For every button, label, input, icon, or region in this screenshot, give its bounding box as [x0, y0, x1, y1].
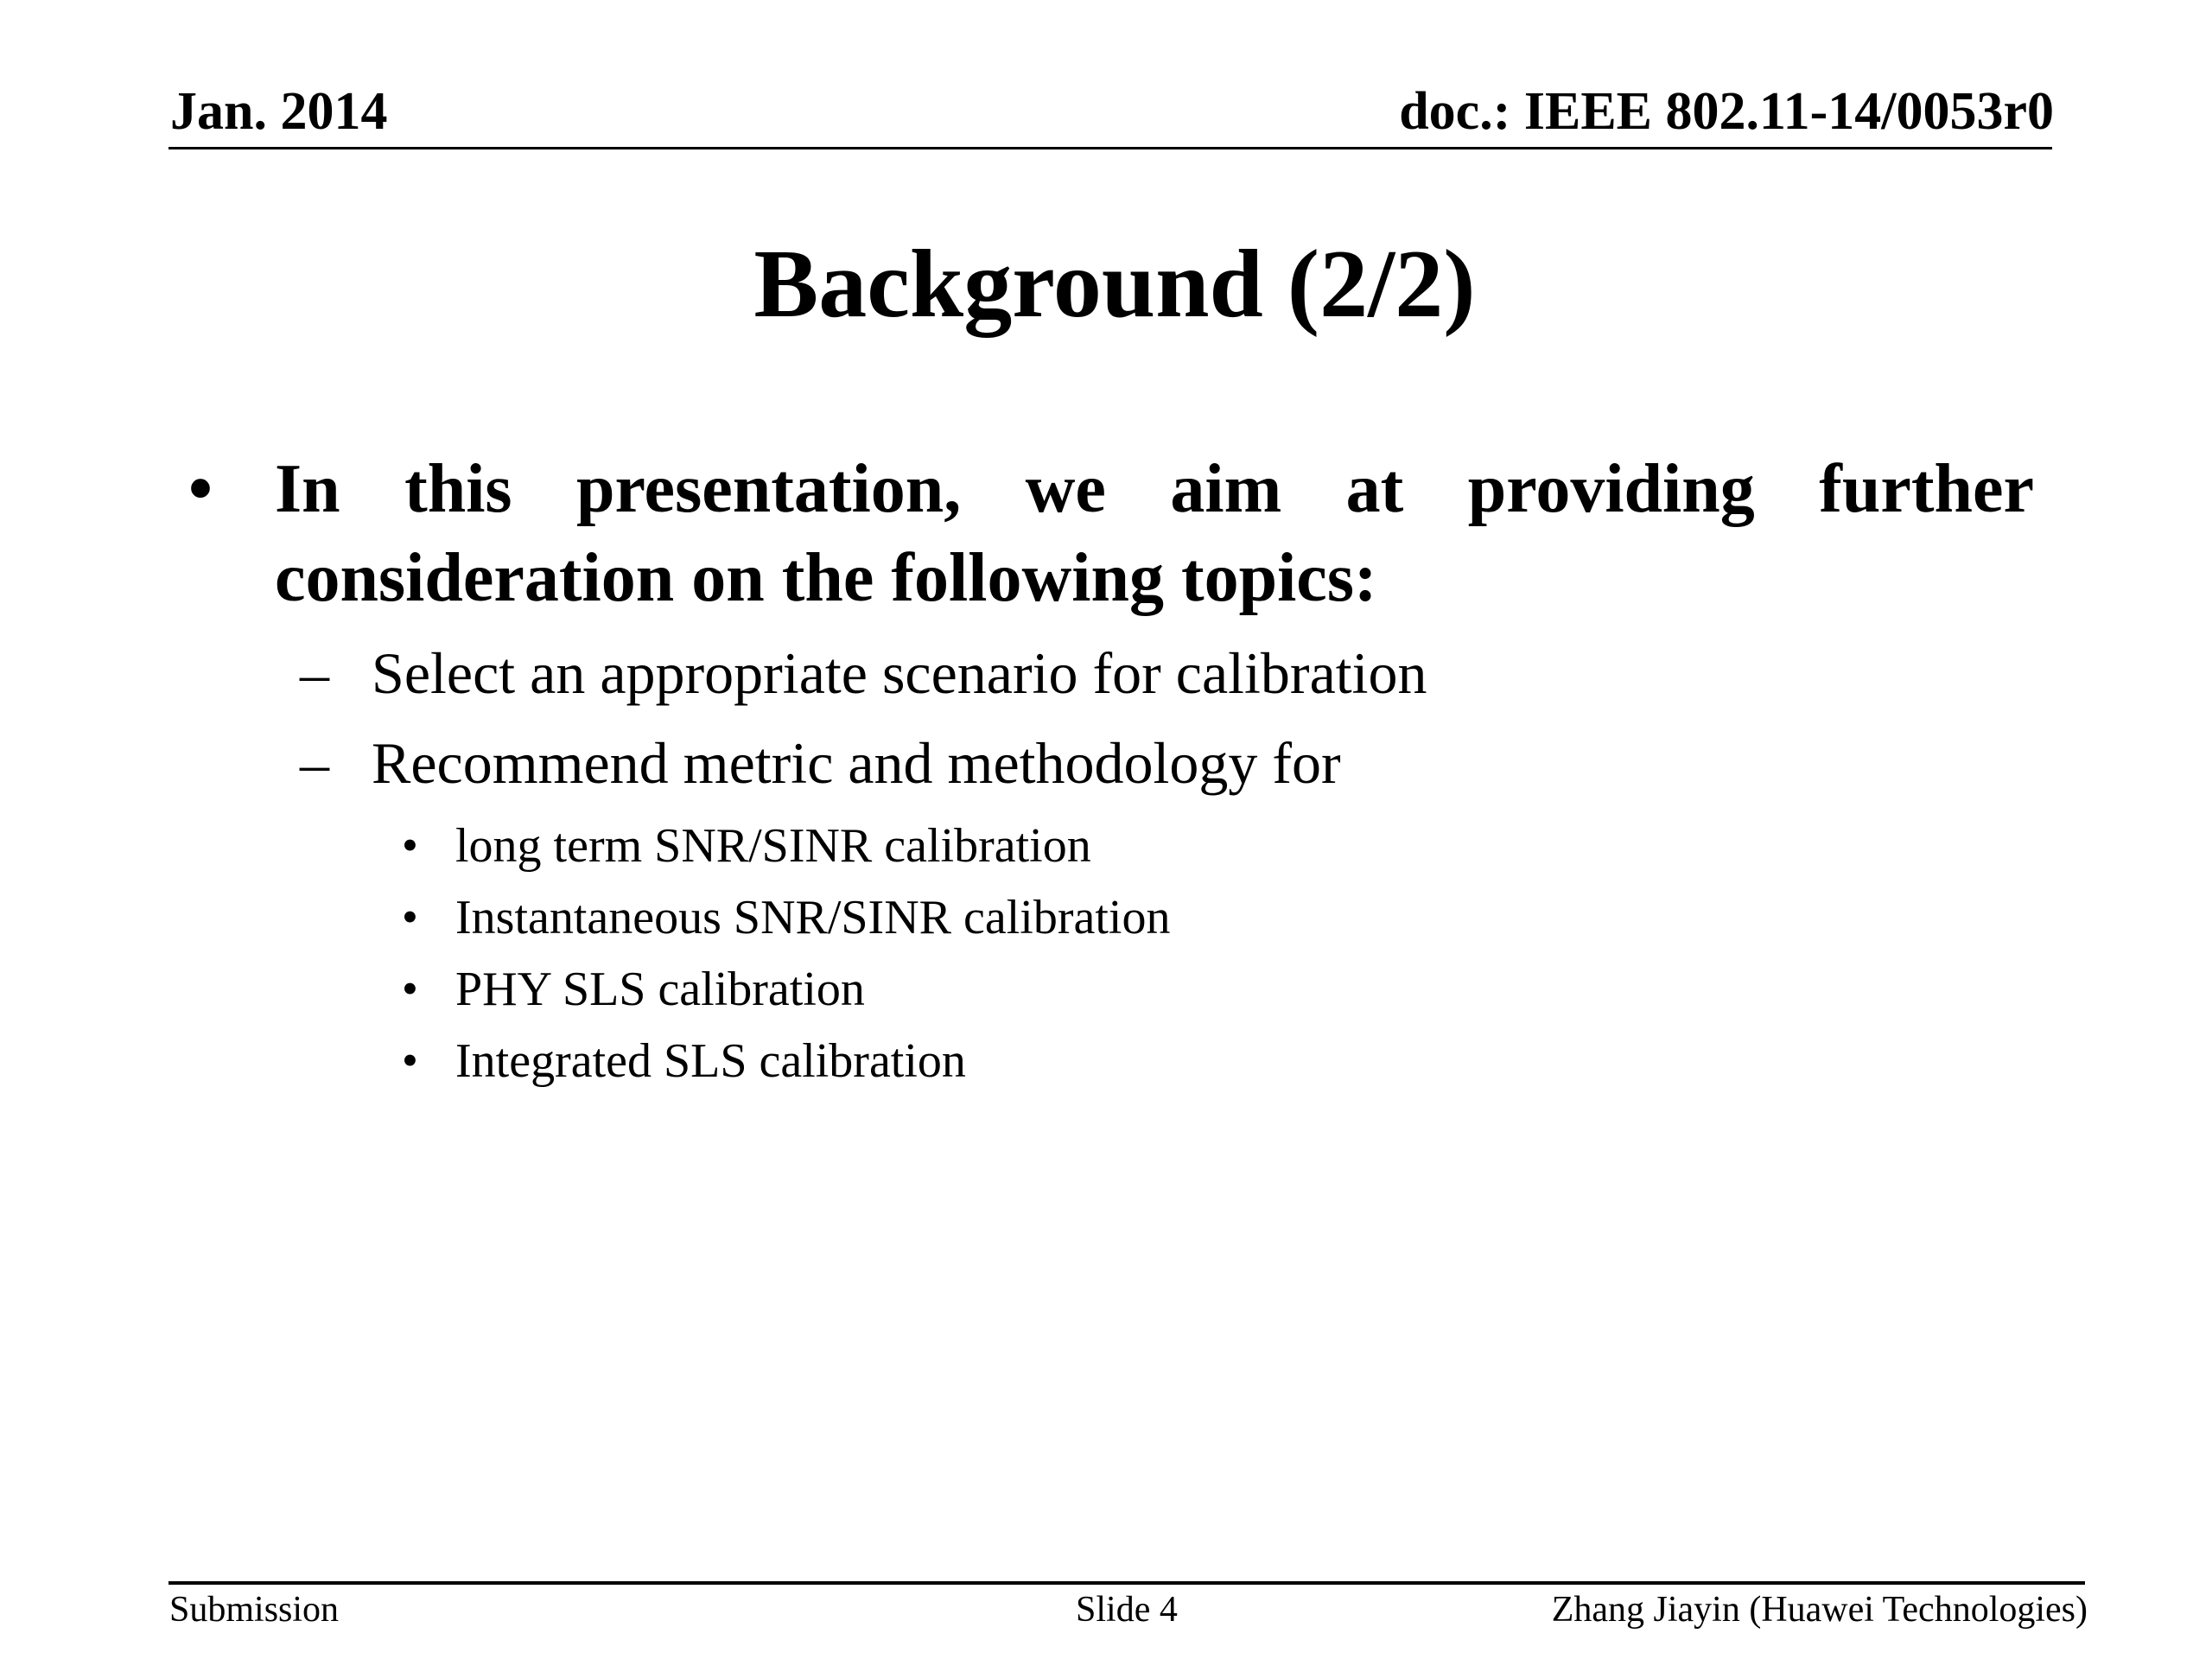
header-doc-id: doc.: IEEE 802.11-14/0053r0 — [1399, 82, 2054, 141]
header-divider — [168, 147, 2052, 149]
bullet-icon: • — [402, 963, 418, 1014]
footer-author: Zhang Jiayin (Huawei Technologies) — [1551, 1590, 2088, 1630]
header-date: Jan. 2014 — [170, 82, 388, 141]
sub-sub-item: Instantaneous SNR/SINR calibration — [455, 891, 1171, 944]
bullet-icon: • — [402, 819, 418, 871]
dash-icon: – — [300, 730, 329, 796]
bullet-icon: • — [188, 451, 213, 527]
main-bullet-text: In this presentation, we aim at providing further consideration on the following topics: — [275, 451, 2034, 616]
bullet-icon: • — [402, 1034, 418, 1086]
footer-slide-number: Slide 4 — [1076, 1590, 1178, 1630]
footer-submission: Submission — [169, 1590, 340, 1630]
sub-item: Recommend metric and methodology for — [372, 730, 1341, 796]
bullet-icon: • — [402, 891, 418, 943]
sub-item: Select an appropriate scenario for calibration — [372, 640, 1427, 706]
sub-sub-item: long term SNR/SINR calibration — [455, 819, 1091, 873]
sub-sub-item: Integrated SLS calibration — [455, 1034, 966, 1088]
sub-sub-item: PHY SLS calibration — [455, 963, 865, 1016]
slide-title: Background (2/2) — [753, 231, 1476, 338]
dash-icon: – — [300, 640, 329, 706]
footer-divider — [168, 1581, 2085, 1585]
